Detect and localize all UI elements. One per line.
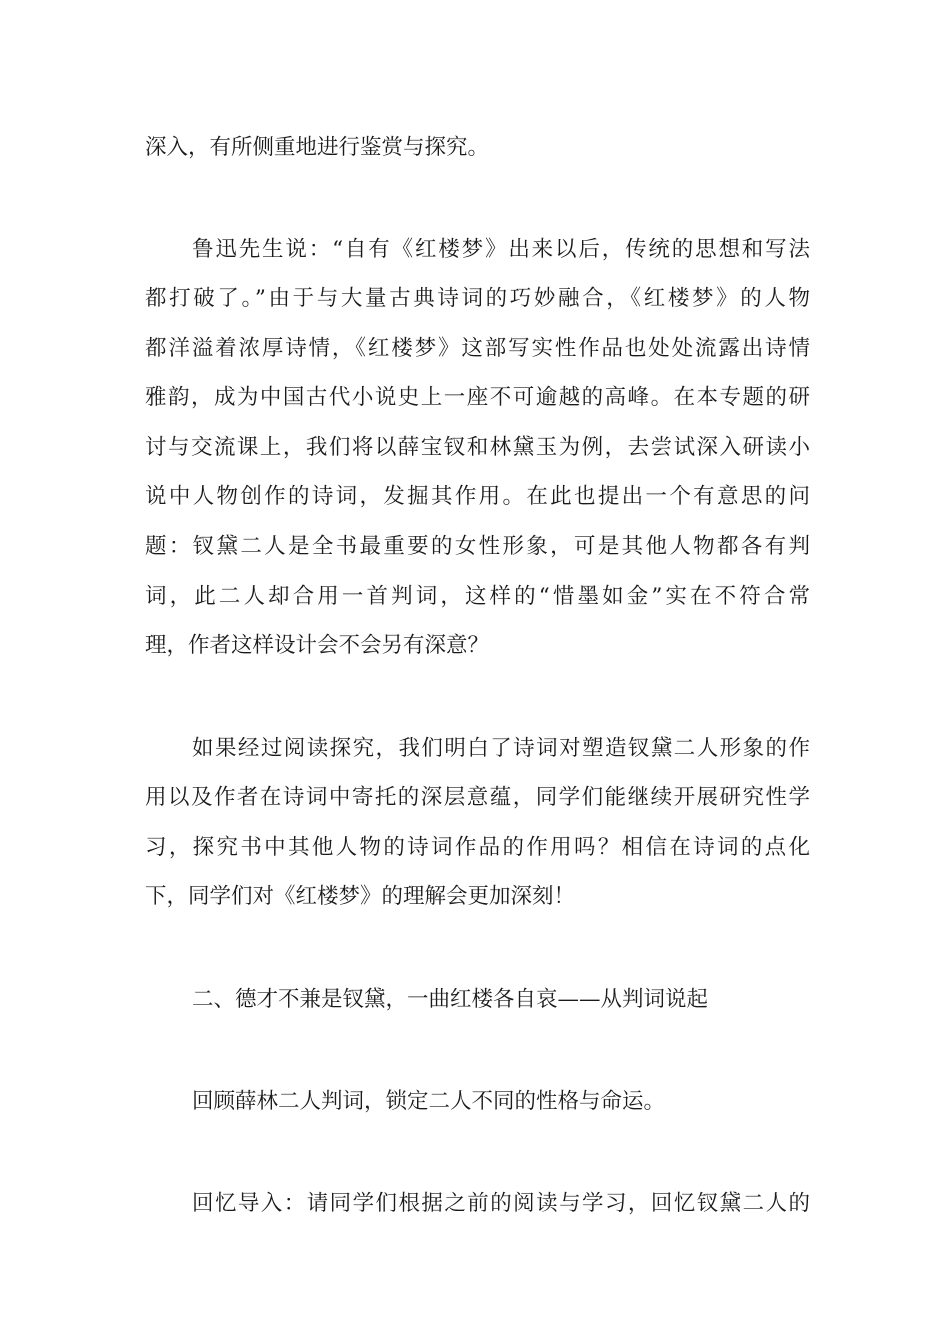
paragraph-line: 理，作者这样设计会不会另有深意？ (145, 633, 490, 658)
paragraph-line: 雅韵，成为中国古代小说史上一座不可逾越的高峰。在本专题的研 (145, 385, 810, 410)
paragraph-line: 如果经过阅读探究，我们明白了诗词对塑造钗黛二人形象的作 (192, 736, 810, 761)
paragraph-line: 题：钗黛二人是全书最重要的女性形象，可是其他人物都各有判 (145, 534, 810, 559)
paragraph-line: 说中人物创作的诗词，发掘其作用。在此也提出一个有意思的问 (145, 484, 810, 509)
paragraph-line: 都打破了。”由于与大量古典诗词的巧妙融合，《红楼梦》的人物 (145, 286, 810, 311)
paragraph-line: 回顾薛林二人判词，锁定二人不同的性格与命运。 (192, 1089, 666, 1114)
paragraph-line: 都洋溢着浓厚诗情，《红楼梦》这部写实性作品也处处流露出诗情 (145, 336, 810, 361)
paragraph-line: 词，此二人却合用一首判词，这样的“惜墨如金”实在不符合常 (145, 584, 810, 609)
paragraph-line: 鲁迅先生说：“自有《红楼梦》出来以后，传统的思想和写法 (192, 237, 810, 262)
paragraph-line: 习，探究书中其他人物的诗词作品的作用吗？相信在诗词的点化 (145, 835, 810, 860)
paragraph-line: 回忆导入：请同学们根据之前的阅读与学习，回忆钗黛二人的 (192, 1191, 810, 1216)
paragraph-line: 用以及作者在诗词中寄托的深层意蕴，同学们能继续开展研究性学 (145, 785, 810, 810)
paragraph-line: 讨与交流课上，我们将以薛宝钗和林黛玉为例，去尝试深入研读小 (145, 435, 810, 460)
paragraph-line: 下，同学们对《红楼梦》的理解会更加深刻！ (145, 884, 576, 909)
section-heading: 二、德才不兼是钗黛，一曲红楼各自哀——从判词说起 (192, 987, 709, 1012)
paragraph-line: 深入，有所侧重地进行鉴赏与探究。 (145, 135, 490, 160)
